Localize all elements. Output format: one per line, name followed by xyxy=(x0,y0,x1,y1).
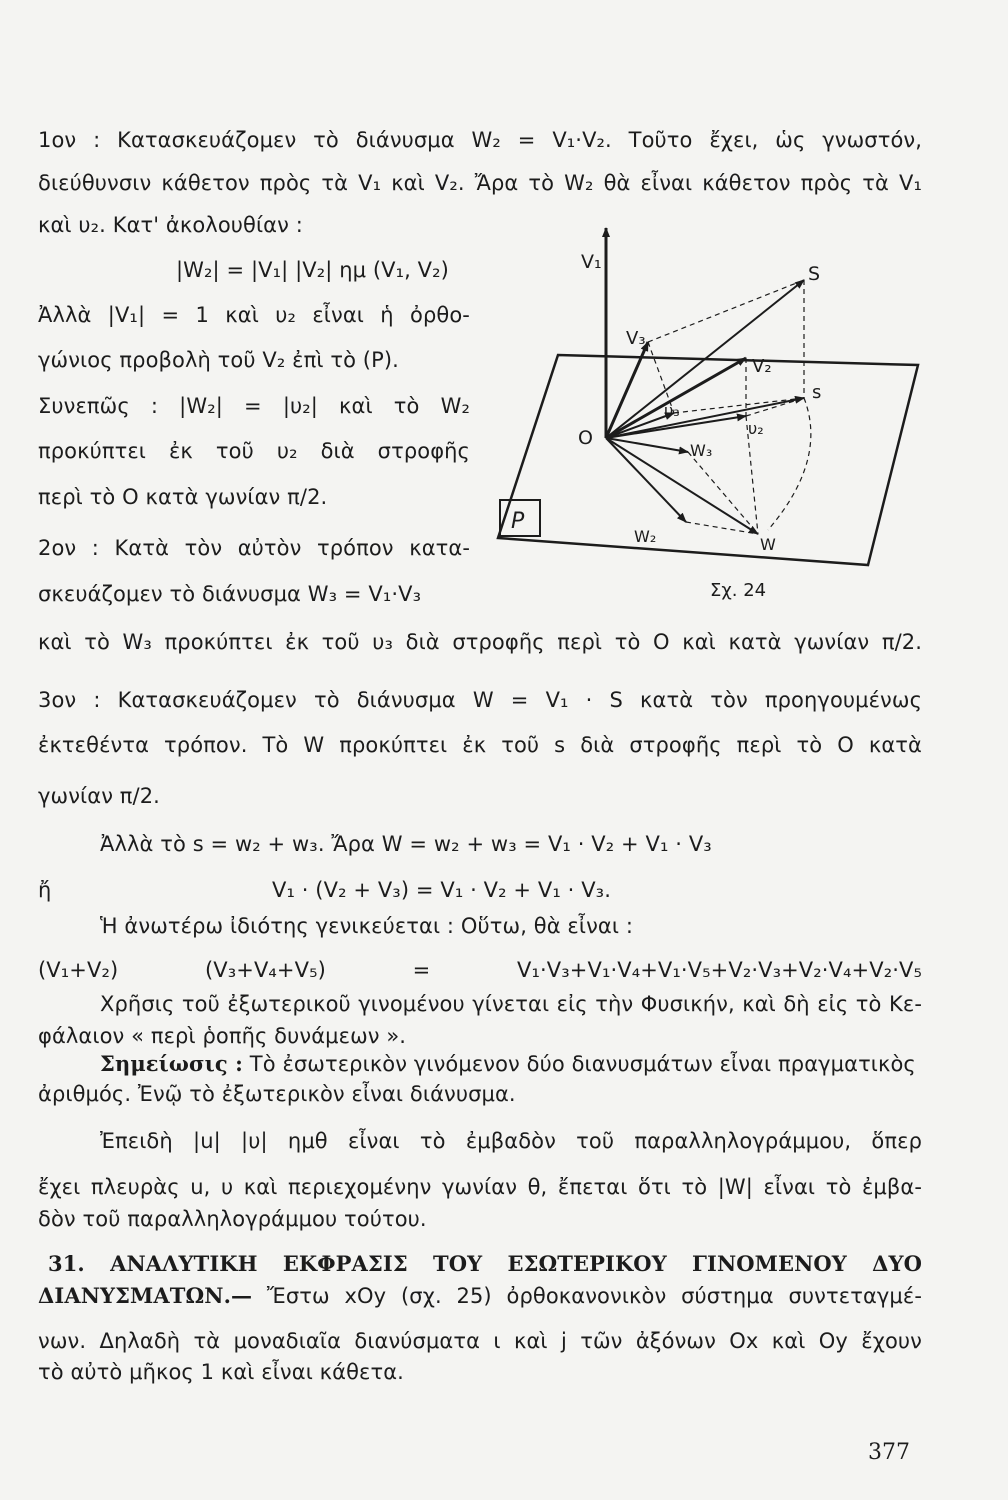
text-line-25: ἔχει πλευρὰς u, υ καὶ περιεχομένην γωνίαν θ, ἔπεται ὅτι τὸ |W| εἶναι τὸ ἐμβα- xyxy=(38,1175,922,1199)
text-line-28 xyxy=(38,1282,922,1310)
label-s: s xyxy=(812,382,822,403)
label-u2: υ₂ xyxy=(748,419,764,438)
text-line-24: Ἐπειδὴ |u| |υ| ημθ εἶναι τὸ ἐμβαδὸν τοῦ παραλληλογράμμου, ὅπερ xyxy=(100,1129,922,1153)
vector-S xyxy=(606,280,804,438)
text-line-30: τὸ αὐτὸ μῆκος 1 καὶ εἶναι κάθετα. xyxy=(38,1360,404,1384)
equation-general: (V₁+V₂) (V₃+V₄+V₅) = V₁·V₃+V₁·V₄+V₁·V₅+V₂·V₃+V₂·V₄+V₂·V₅ xyxy=(38,958,922,982)
equation-sum: Ἀλλὰ τὸ s = w₂ + w₃. Ἄρα W = w₂ + w₃ = V₁ · V₂ + V₁ · V₃ xyxy=(100,832,712,856)
text-line-9: περὶ τὸ O κατὰ γωνίαν π/2. xyxy=(38,485,328,509)
label-w2: W₂ xyxy=(634,527,657,546)
text-line-18: Ἡ ἀνωτέρω ἰδιότης γενικεύεται : Οὕτω, θὰ εἶναι : xyxy=(100,914,633,938)
label-O: O xyxy=(578,427,593,449)
text-line-15: γωνίαν π/2. xyxy=(38,784,160,808)
page-number: 377 xyxy=(868,1440,910,1465)
text-line-14: ἐκτεθέντα τρόπον. Τὸ W προκύπτει ἐκ τοῦ s διὰ στροφῆς περὶ τὸ O κατὰ xyxy=(38,733,922,757)
label-v1: V₁ xyxy=(581,251,602,273)
text-line-6: γώνιος προβολὴ τοῦ V₂ ἐπὶ τὸ (P). xyxy=(38,348,399,372)
label-w: W xyxy=(760,535,776,554)
label-S: S xyxy=(808,263,821,285)
text-line-7: Συνεπῶς : |W₂| = |υ₂| καὶ τὸ W₂ xyxy=(38,394,470,418)
text-line-12: καὶ τὸ W₃ προκύπτει ἐκ τοῦ υ₃ διὰ στροφῆς περὶ τὸ O καὶ κατὰ γωνίαν π/2. xyxy=(38,630,922,654)
section-heading: 31. ΑΝΑΛΥΤΙΚΗ ΕΚΦΡΑΣΙΣ ΤΟΥ ΕΣΩΤΕΡΙΚΟΥ ΓΙΝΟΜΕΝΟΥ ΔΥΟ xyxy=(48,1251,922,1276)
text-line-1: 1ον : Κατασκευάζομεν τὸ διάνυσμα W₂ = V₁·V₂. Τοῦτο ἔχει, ὡς γνωστόν, xyxy=(38,128,922,152)
text-line-13: 3ον : Κατασκευάζομεν τὸ διάνυσμα W = V₁ · S κατὰ τὸν προηγουμένως xyxy=(38,688,922,712)
text-line-26: δὸν τοῦ παραλληλογράμμου τούτου. xyxy=(38,1207,427,1231)
text-line-3: καὶ υ₂. Κατ' ἀκολουθίαν : xyxy=(38,213,303,237)
note-label: Σημείωσις : xyxy=(100,1051,244,1076)
section-text: Ἔστω xOy (σχ. 25) ὀρθοκανονικὸν σύστημα συντεταγμέ- xyxy=(252,1284,922,1308)
vector-figure xyxy=(478,220,940,620)
text-line-21: φάλαιον « περὶ ῥοπῆς δυνάμεων ». xyxy=(38,1024,407,1048)
equation-distributive: V₁ · (V₂ + V₃) = V₁ · V₂ + V₁ · V₃. xyxy=(272,878,611,902)
plane-p xyxy=(498,355,918,565)
text-line-8: προκύπτει ἐκ τοῦ υ₂ διὰ στροφῆς xyxy=(38,439,470,463)
text-line-23: ἀριθμός. Ἐνῷ τὸ ἐξωτερικὸν εἶναι διάνυσμα. xyxy=(38,1082,516,1106)
text-line-29: νων. Δηλαδὴ τὰ μοναδιαῖα διανύσματα ι καὶ j τῶν ἀξόνων Ox καὶ Oy ἔχουν xyxy=(38,1329,922,1353)
text-line-10: 2ον : Κατὰ τὸν αὐτὸν τρόπον κατα- xyxy=(38,536,470,560)
text-line-2: διεύθυνσιν κάθετον πρὸς τὰ V₁ καὶ V₂. Ἄρα τὸ W₂ θὰ εἶναι κάθετον πρὸς τὰ V₁ xyxy=(38,171,922,195)
label-v3: V₃ xyxy=(626,328,646,349)
label-v2: V₂ xyxy=(752,356,772,377)
text-line-11: σκευάζομεν τὸ διάνυσμα W₃ = V₁·V₃ xyxy=(38,582,422,606)
label-p: P xyxy=(511,509,525,534)
label-u3: υ₃ xyxy=(664,401,680,420)
text-line-22 xyxy=(100,1050,916,1078)
label-w3: W₃ xyxy=(690,441,713,460)
text-line-5: Ἀλλὰ |V₁| = 1 καὶ υ₂ εἶναι ἡ ὀρθο- xyxy=(38,303,470,327)
note-text: Τὸ ἐσωτερικὸν γινόμενον δύο διανυσμάτων εἶναι πραγματικὸς xyxy=(243,1052,916,1076)
vector-s xyxy=(606,398,804,438)
vector-w xyxy=(606,438,758,534)
section-heading-cont: ΔΙΑΝΥΣΜΑΤΩΝ.— xyxy=(38,1283,253,1308)
figure-caption: Σχ. 24 xyxy=(710,580,767,601)
text-or: ἤ xyxy=(38,878,52,902)
text-line-20: Χρῆσις τοῦ ἐξωτερικοῦ γινομένου γίνεται εἰς τὴν Φυσικήν, καὶ δὴ εἰς τὸ Κε- xyxy=(100,992,922,1016)
equation-magnitude: |W₂| = |V₁| |V₂| ημ (V₁, V₂) xyxy=(176,258,449,282)
